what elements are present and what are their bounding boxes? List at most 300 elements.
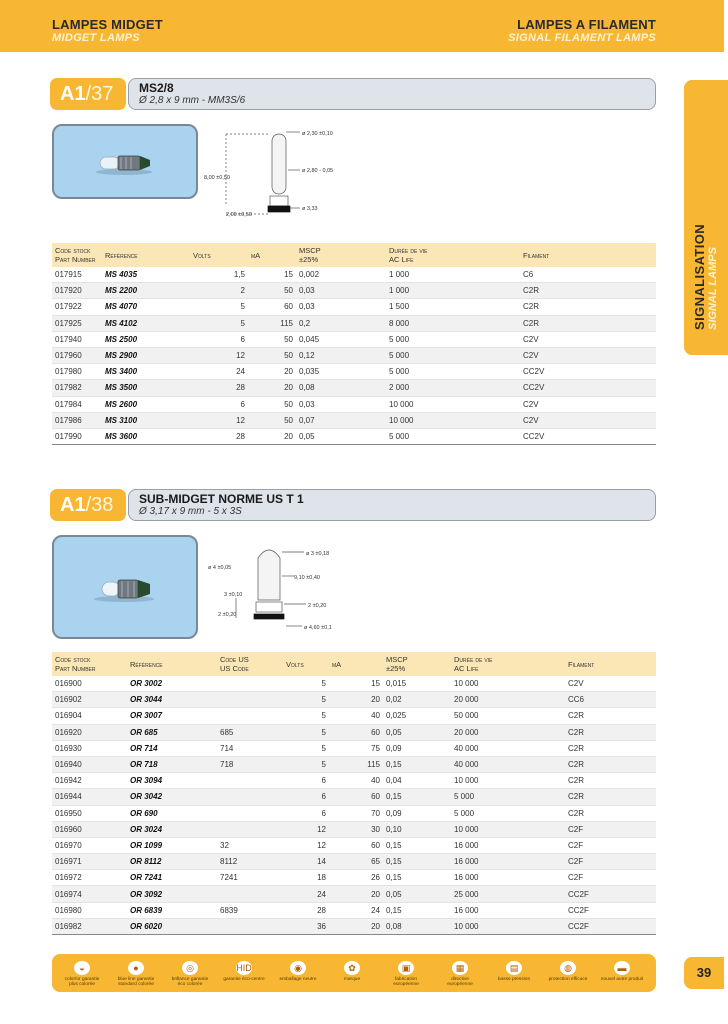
table-cell bbox=[217, 805, 283, 821]
table-cell: 12 bbox=[283, 821, 329, 837]
table-cell: 20 000 bbox=[451, 724, 565, 740]
table-cell: MS 2900 bbox=[102, 347, 190, 363]
dim-label: ø 3 ±0,18 bbox=[306, 551, 330, 557]
col-filament: Filament bbox=[520, 243, 656, 267]
table-cell: 10 000 bbox=[386, 396, 520, 412]
feature-icon: ✿ bbox=[344, 961, 360, 975]
table-cell: OR 685 bbox=[127, 724, 217, 740]
table-cell: 0,07 bbox=[296, 412, 386, 428]
table-cell: 0,02 bbox=[383, 692, 451, 708]
feature-label: directive européenne bbox=[447, 977, 473, 987]
table-cell: 017925 bbox=[52, 315, 102, 331]
table-cell: 115 bbox=[248, 315, 296, 331]
table-cell: 6 bbox=[283, 805, 329, 821]
table-cell: C2V bbox=[520, 412, 656, 428]
table-cell: 30 bbox=[329, 821, 383, 837]
table-cell: 20 bbox=[329, 692, 383, 708]
table-cell: 016972 bbox=[52, 870, 127, 886]
footer-icon-bar bbox=[52, 954, 656, 992]
table-cell: 017915 bbox=[52, 267, 102, 283]
table-cell: 685 bbox=[217, 724, 283, 740]
table-cell: OR 6020 bbox=[127, 918, 217, 934]
col-reference: Référence bbox=[127, 652, 217, 676]
table-cell: OR 3044 bbox=[127, 692, 217, 708]
col-reference: Référence bbox=[102, 243, 190, 267]
side-tab-title: SIGNALISATION bbox=[692, 223, 707, 330]
col-mscp: MSCP ±25% bbox=[383, 652, 451, 676]
table-cell: 016900 bbox=[52, 676, 127, 692]
table-cell: 20 bbox=[248, 364, 296, 380]
dim-label: 9,10 ±0,40 bbox=[294, 575, 320, 581]
table-cell: 50 bbox=[248, 347, 296, 363]
footer-feature-icon bbox=[438, 958, 482, 987]
table-cell: MS 2600 bbox=[102, 396, 190, 412]
section1-code-thin: /37 bbox=[85, 83, 114, 105]
header-left-title: LAMPES MIDGET bbox=[52, 17, 163, 32]
table-cell: 0,05 bbox=[296, 428, 386, 444]
table-cell: CC6 bbox=[565, 692, 656, 708]
footer-feature-icon bbox=[492, 958, 536, 982]
table-cell: CC2V bbox=[520, 428, 656, 444]
header-right-title: LAMPES A FILAMENT bbox=[517, 17, 656, 32]
col-code: Code stock Part Number bbox=[52, 652, 127, 676]
table-cell: 70 bbox=[329, 805, 383, 821]
table-row bbox=[52, 380, 656, 396]
table-cell: 25 000 bbox=[451, 886, 565, 902]
table-cell: 0,09 bbox=[383, 740, 451, 756]
table-cell: 0,05 bbox=[383, 724, 451, 740]
table-cell: 017920 bbox=[52, 283, 102, 299]
table-cell: 5 bbox=[283, 756, 329, 772]
table-cell: 20 000 bbox=[451, 692, 565, 708]
table-row bbox=[52, 315, 656, 331]
footer-feature-icon bbox=[600, 958, 644, 982]
table-cell: 20 bbox=[329, 918, 383, 934]
table-cell: 24 bbox=[283, 886, 329, 902]
table-cell: C2R bbox=[565, 773, 656, 789]
col-filament: Filament bbox=[565, 652, 656, 676]
section2-code-thin: /38 bbox=[85, 494, 114, 516]
feature-icon: ◒ bbox=[74, 961, 90, 975]
footer-feature-icon bbox=[546, 958, 590, 982]
table-cell: 12 bbox=[283, 837, 329, 853]
table-cell: 32 bbox=[217, 837, 283, 853]
table-cell: OR 718 bbox=[127, 756, 217, 772]
section2-code-bold: A1 bbox=[60, 494, 86, 516]
section2-code-badge bbox=[50, 489, 126, 521]
table-cell: 16 000 bbox=[451, 837, 565, 853]
section1-code-badge bbox=[50, 78, 126, 110]
footer-feature-icon bbox=[114, 958, 158, 987]
table-cell: MS 4070 bbox=[102, 299, 190, 315]
feature-icon: HID bbox=[236, 963, 252, 973]
table-cell: MS 3100 bbox=[102, 412, 190, 428]
table-cell: 017960 bbox=[52, 347, 102, 363]
table-row bbox=[52, 870, 656, 886]
feature-label: color/or garantie plus colorée bbox=[64, 977, 100, 987]
table-cell: OR 3007 bbox=[127, 708, 217, 724]
table-row bbox=[52, 724, 656, 740]
table-cell: 8 000 bbox=[386, 315, 520, 331]
feature-label: blue line garantie standard colorée bbox=[117, 977, 155, 987]
table-cell: 36 bbox=[283, 918, 329, 934]
table-cell: 0,045 bbox=[296, 331, 386, 347]
col-life: Durée de vie AC Life bbox=[386, 243, 520, 267]
table-cell: C2V bbox=[520, 396, 656, 412]
table-cell bbox=[217, 821, 283, 837]
table-cell: 017982 bbox=[52, 380, 102, 396]
col-mscp: MSCP ±25% bbox=[296, 243, 386, 267]
feature-icon: ● bbox=[128, 961, 144, 975]
table-cell: 6 bbox=[283, 789, 329, 805]
table-cell bbox=[217, 789, 283, 805]
table-cell: 5 000 bbox=[451, 805, 565, 821]
table-cell: OR 3024 bbox=[127, 821, 217, 837]
table-cell bbox=[217, 773, 283, 789]
table-cell: 0,03 bbox=[296, 396, 386, 412]
table-row bbox=[52, 692, 656, 708]
table-cell: 50 bbox=[248, 396, 296, 412]
table-row bbox=[52, 331, 656, 347]
table-cell: 16 000 bbox=[451, 854, 565, 870]
section2-title: SUB-MIDGET NORME US T 1 bbox=[139, 492, 304, 506]
table-cell: 50 bbox=[248, 283, 296, 299]
table-cell: 017940 bbox=[52, 331, 102, 347]
header-right-subtitle: SIGNAL FILAMENT LAMPS bbox=[508, 32, 656, 44]
table-cell: 6839 bbox=[217, 902, 283, 918]
table-header-row bbox=[52, 243, 656, 267]
table-cell: 0,035 bbox=[296, 364, 386, 380]
section1-code-bold: A1 bbox=[60, 83, 86, 105]
table-cell: 0,15 bbox=[383, 837, 451, 853]
table-cell: 20 bbox=[248, 380, 296, 396]
col-life: Durée de vie AC Life bbox=[451, 652, 565, 676]
table-cell: 60 bbox=[329, 724, 383, 740]
col-ma: mA bbox=[329, 652, 383, 676]
feature-icon: ◍ bbox=[560, 961, 576, 975]
table-cell: C2R bbox=[565, 708, 656, 724]
dim-label: ø 2,80 - 0,05 bbox=[302, 168, 334, 174]
table-cell: 6 bbox=[283, 773, 329, 789]
table-cell: OR 3092 bbox=[127, 886, 217, 902]
dim-label: 2 ±0,20 bbox=[218, 612, 237, 618]
table-row bbox=[52, 283, 656, 299]
footer-feature-icon bbox=[330, 958, 374, 982]
lamp-image bbox=[54, 537, 196, 637]
table-cell: 0,04 bbox=[383, 773, 451, 789]
table-row bbox=[52, 773, 656, 789]
footer-feature-icon bbox=[222, 958, 266, 982]
table-cell: 16 000 bbox=[451, 902, 565, 918]
table-cell: 0,015 bbox=[383, 676, 451, 692]
table-cell: 24 bbox=[190, 364, 248, 380]
table-row bbox=[52, 805, 656, 821]
table-cell: C2R bbox=[565, 740, 656, 756]
table-cell: 0,15 bbox=[383, 854, 451, 870]
table-cell: 5 bbox=[190, 315, 248, 331]
table-cell: 60 bbox=[329, 837, 383, 853]
table-cell: CC2F bbox=[565, 918, 656, 934]
table-cell: 0,03 bbox=[296, 299, 386, 315]
table-cell: 2 000 bbox=[386, 380, 520, 396]
table-cell: C2R bbox=[565, 756, 656, 772]
table-row bbox=[52, 837, 656, 853]
feature-label: basse pression bbox=[497, 977, 531, 982]
table-cell: 5 000 bbox=[386, 331, 520, 347]
table-cell: 016930 bbox=[52, 740, 127, 756]
table-cell: 6 bbox=[190, 331, 248, 347]
table-cell: OR 690 bbox=[127, 805, 217, 821]
table-row bbox=[52, 412, 656, 428]
table-row bbox=[52, 789, 656, 805]
table-cell: 0,05 bbox=[383, 886, 451, 902]
footer-feature-icon bbox=[384, 958, 428, 987]
table-cell: 60 bbox=[248, 299, 296, 315]
header-left-subtitle: MIDGET LAMPS bbox=[52, 32, 140, 44]
table-cell: 1 000 bbox=[386, 267, 520, 283]
table-cell: C2V bbox=[520, 331, 656, 347]
section1-dimension-diagram bbox=[204, 124, 360, 224]
table-cell: 50 000 bbox=[451, 708, 565, 724]
table-cell: 016940 bbox=[52, 756, 127, 772]
footer-feature-icon bbox=[60, 958, 104, 987]
section1-title-box bbox=[128, 78, 656, 110]
table-cell: 12 bbox=[190, 347, 248, 363]
section1-lamp-photo bbox=[52, 124, 198, 199]
table-cell: 12 bbox=[190, 412, 248, 428]
table-cell: 5 bbox=[283, 692, 329, 708]
table-cell: 017922 bbox=[52, 299, 102, 315]
feature-icon: ▣ bbox=[398, 961, 414, 975]
table-cell: MS 3400 bbox=[102, 364, 190, 380]
table-cell: 5 000 bbox=[451, 789, 565, 805]
header-bar bbox=[0, 0, 724, 52]
table-row bbox=[52, 708, 656, 724]
section2-dimension-diagram bbox=[206, 540, 366, 640]
table-cell: C2R bbox=[520, 283, 656, 299]
table-cell: 5 000 bbox=[386, 364, 520, 380]
dim-label: 8,00 ±0,50 bbox=[204, 175, 230, 181]
table-cell: 20 bbox=[329, 886, 383, 902]
table-row bbox=[52, 740, 656, 756]
table-cell: OR 8112 bbox=[127, 854, 217, 870]
table-cell: OR 1099 bbox=[127, 837, 217, 853]
section1-table bbox=[52, 243, 656, 445]
table-cell: 28 bbox=[190, 428, 248, 444]
dim-label: ø 2,30 ±0,10 bbox=[302, 131, 333, 137]
table-cell: 016902 bbox=[52, 692, 127, 708]
table-cell: 0,12 bbox=[296, 347, 386, 363]
table-cell: 60 bbox=[329, 789, 383, 805]
col-us-code: Code US US Code bbox=[217, 652, 283, 676]
table-cell: OR 7241 bbox=[127, 870, 217, 886]
table-row bbox=[52, 299, 656, 315]
table-cell: 40 000 bbox=[451, 756, 565, 772]
table-cell: OR 3002 bbox=[127, 676, 217, 692]
side-tab bbox=[684, 80, 728, 355]
section2-table bbox=[52, 652, 656, 935]
table-cell: MS 3500 bbox=[102, 380, 190, 396]
section2-subtitle: Ø 3,17 x 9 mm - 5 x 3S bbox=[139, 506, 242, 517]
table-cell: 7241 bbox=[217, 870, 283, 886]
header-left bbox=[52, 17, 163, 44]
table-cell bbox=[217, 708, 283, 724]
table-cell: 0,10 bbox=[383, 821, 451, 837]
table-cell: 1 500 bbox=[386, 299, 520, 315]
feature-label: brillance garantie éco colorée bbox=[171, 977, 209, 987]
table-cell: 28 bbox=[283, 902, 329, 918]
table-cell: 1 000 bbox=[386, 283, 520, 299]
table-cell: 5 bbox=[283, 740, 329, 756]
table-cell: C2F bbox=[565, 837, 656, 853]
table-cell: 017990 bbox=[52, 428, 102, 444]
table-row bbox=[52, 918, 656, 934]
dim-label: ø 3,33 bbox=[302, 206, 318, 212]
table-cell: OR 714 bbox=[127, 740, 217, 756]
table-cell: 8112 bbox=[217, 854, 283, 870]
feature-icon: ◉ bbox=[290, 961, 306, 975]
table-cell bbox=[217, 918, 283, 934]
section2-lamp-photo bbox=[52, 535, 198, 639]
table-cell bbox=[217, 676, 283, 692]
table-cell: 016950 bbox=[52, 805, 127, 821]
table-row bbox=[52, 396, 656, 412]
table-row bbox=[52, 854, 656, 870]
footer-feature-icon bbox=[168, 958, 212, 987]
table-cell: MS 4035 bbox=[102, 267, 190, 283]
table-cell: 016904 bbox=[52, 708, 127, 724]
table-cell: 016982 bbox=[52, 918, 127, 934]
feature-icon: ▤ bbox=[506, 961, 522, 975]
table-cell: C2R bbox=[520, 299, 656, 315]
table-cell: 75 bbox=[329, 740, 383, 756]
feature-label: protection efficace bbox=[548, 977, 588, 982]
header-right bbox=[508, 17, 656, 44]
table-cell: 40 bbox=[329, 708, 383, 724]
table-cell: 0,09 bbox=[383, 805, 451, 821]
col-ma: mA bbox=[248, 243, 296, 267]
table-row bbox=[52, 676, 656, 692]
table-cell: 718 bbox=[217, 756, 283, 772]
table-cell: 50 bbox=[248, 412, 296, 428]
table-cell: C2R bbox=[520, 315, 656, 331]
table-cell: C2V bbox=[565, 676, 656, 692]
table-cell: C2R bbox=[565, 789, 656, 805]
table-cell: C6 bbox=[520, 267, 656, 283]
table-cell: 016942 bbox=[52, 773, 127, 789]
table-cell: 40 000 bbox=[451, 740, 565, 756]
table-cell: CC2F bbox=[565, 902, 656, 918]
table-cell: 5 bbox=[283, 724, 329, 740]
table-cell: 40 bbox=[329, 773, 383, 789]
dim-label: 3 ±0,10 bbox=[224, 592, 243, 598]
table-cell: 10 000 bbox=[451, 773, 565, 789]
table-cell: 50 bbox=[248, 331, 296, 347]
table-cell: 016980 bbox=[52, 902, 127, 918]
footer-feature-icon bbox=[276, 958, 320, 982]
table-cell: 714 bbox=[217, 740, 283, 756]
table-cell: 16 000 bbox=[451, 870, 565, 886]
table-cell: OR 3094 bbox=[127, 773, 217, 789]
side-tab-subtitle: SIGNAL LAMPS bbox=[707, 247, 719, 330]
table-cell: CC2F bbox=[565, 886, 656, 902]
table-cell: C2F bbox=[565, 821, 656, 837]
table-cell: MS 4102 bbox=[102, 315, 190, 331]
table-cell: 0,15 bbox=[383, 756, 451, 772]
table-cell: 5 000 bbox=[386, 428, 520, 444]
table-cell: C2R bbox=[565, 724, 656, 740]
table-cell: 5 bbox=[283, 676, 329, 692]
dim-label: 2,00 ±0,50 bbox=[226, 212, 252, 218]
table-cell: 28 bbox=[190, 380, 248, 396]
side-tab-text bbox=[692, 224, 719, 330]
table-header-row bbox=[52, 652, 656, 676]
table-cell: 016960 bbox=[52, 821, 127, 837]
table-cell: C2F bbox=[565, 870, 656, 886]
table-cell: 18 bbox=[283, 870, 329, 886]
table-cell: 016944 bbox=[52, 789, 127, 805]
lamp-image bbox=[54, 126, 196, 197]
table-cell: 0,15 bbox=[383, 902, 451, 918]
table-cell bbox=[217, 886, 283, 902]
table-cell: 10 000 bbox=[386, 412, 520, 428]
table-row bbox=[52, 267, 656, 283]
table-cell: CC2V bbox=[520, 380, 656, 396]
table-row bbox=[52, 821, 656, 837]
table-cell: OR 3042 bbox=[127, 789, 217, 805]
table-cell: 0,03 bbox=[296, 283, 386, 299]
feature-icon: ▦ bbox=[452, 961, 468, 975]
table-cell: 016970 bbox=[52, 837, 127, 853]
feature-label: emballage neutre bbox=[279, 977, 317, 982]
table-cell: 10 000 bbox=[451, 676, 565, 692]
feature-label: fabrication européenne bbox=[393, 977, 419, 987]
table-cell: 017980 bbox=[52, 364, 102, 380]
table-cell: C2F bbox=[565, 854, 656, 870]
table-cell: 0,025 bbox=[383, 708, 451, 724]
table-row bbox=[52, 886, 656, 902]
feature-label: nouvel autre produit bbox=[600, 977, 644, 982]
table-cell: 017986 bbox=[52, 412, 102, 428]
table-cell: 5 bbox=[190, 299, 248, 315]
table-cell: 15 bbox=[248, 267, 296, 283]
col-volts: Volts bbox=[190, 243, 248, 267]
table-cell: 26 bbox=[329, 870, 383, 886]
table-cell: CC2V bbox=[520, 364, 656, 380]
table-cell: 0,08 bbox=[296, 380, 386, 396]
table-cell: 6 bbox=[190, 396, 248, 412]
table-cell: 0,002 bbox=[296, 267, 386, 283]
page-number: 39 bbox=[684, 957, 724, 989]
table-cell: 0,08 bbox=[383, 918, 451, 934]
table-cell: 017984 bbox=[52, 396, 102, 412]
section1-subtitle: Ø 2,8 x 9 mm - MM3S/6 bbox=[139, 95, 246, 106]
table-cell: 115 bbox=[329, 756, 383, 772]
table-cell: 2 bbox=[190, 283, 248, 299]
table-cell: 5 000 bbox=[386, 347, 520, 363]
feature-label: garantie éco-centre bbox=[223, 977, 265, 982]
section1-title: MS2/8 bbox=[139, 81, 174, 95]
table-cell: 15 bbox=[329, 676, 383, 692]
dim-label: ø 4,60 ±0,1 bbox=[304, 625, 332, 631]
col-volts: Volts bbox=[283, 652, 329, 676]
table-cell: 10 000 bbox=[451, 821, 565, 837]
feature-label: marque bbox=[343, 977, 361, 982]
table-cell: 14 bbox=[283, 854, 329, 870]
table-cell: OR 6839 bbox=[127, 902, 217, 918]
section2-title-box bbox=[128, 489, 656, 521]
table-cell: 016971 bbox=[52, 854, 127, 870]
